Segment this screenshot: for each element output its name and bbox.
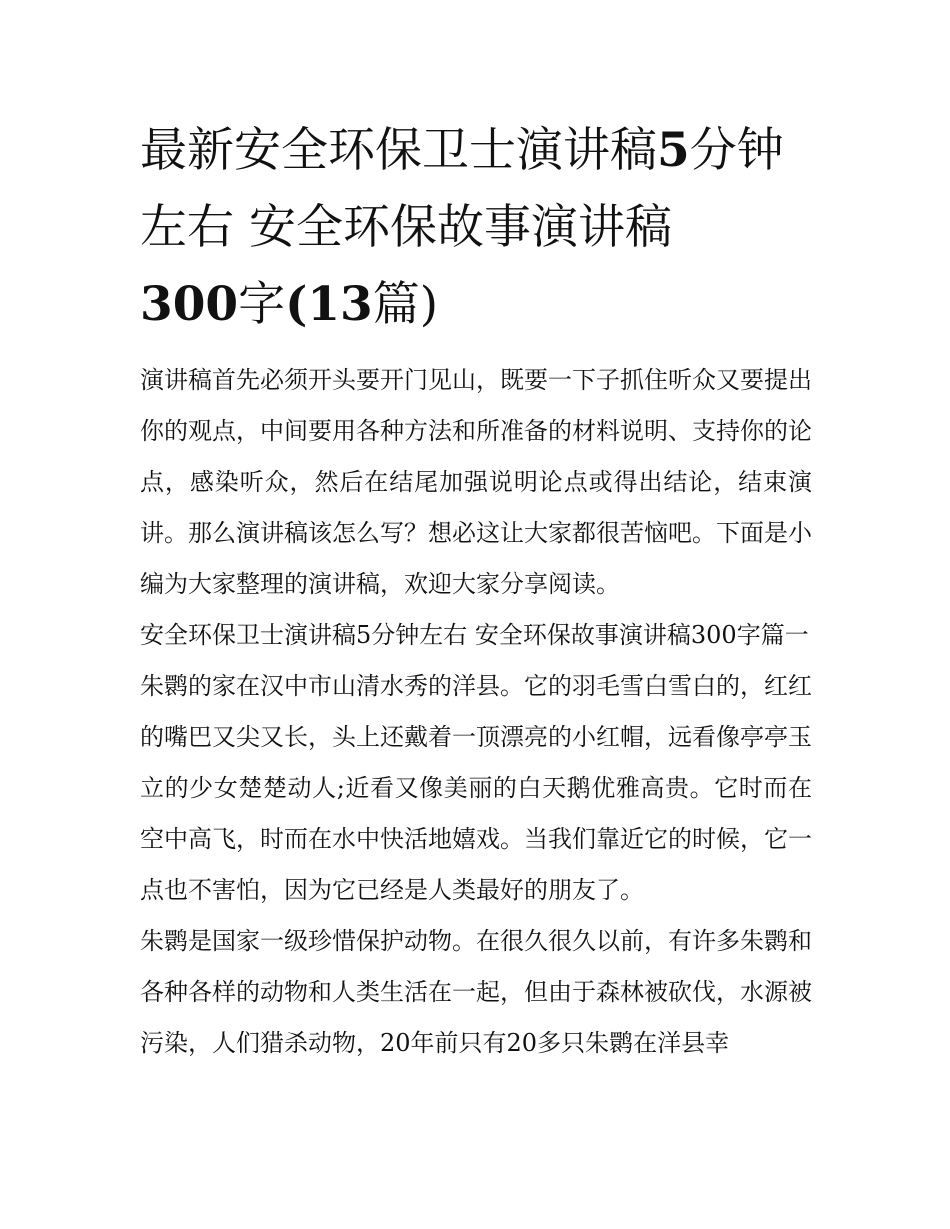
title-part-1: 最新安全环保卫士演讲稿 — [140, 123, 657, 178]
section-heading: 安全环保卫士演讲稿5分钟左右 安全环保故事演讲稿300字篇一 — [140, 621, 809, 649]
paragraph-intro: 演讲稿首先必须开头要开门见山，既要一下子抓住听众又要提出你的观点，中间要用各种方法和所准备的材料说明、支持你的论点，感染听众，然后在结尾加强说明论点或得出结论，结束演讲。那么演讲稿该怎么写？想必这让大家都很苦恼吧。下面是小编为大家整理的演讲稿，欢迎大家分享阅读。 — [140, 366, 812, 598]
title-number-2: 300 — [140, 277, 239, 332]
title-number-1: 5 — [657, 123, 690, 178]
title-number-3: (13 — [285, 277, 373, 332]
document-body — [140, 355, 812, 1069]
document-title — [140, 112, 812, 343]
paragraph-crested-ibis-protection: 朱鹮是国家一级珍惜保护动物。在很久很久以前，有许多朱鹮和各种各样的动物和人类生活在一起，但由于森林被砍伐，水源被污染，人们猎杀动物，20年前只有20多只朱鹮在洋县幸 — [140, 927, 812, 1057]
title-part-2: 分钟左右 安全环保故事演讲稿 — [140, 123, 784, 255]
title-part-4: 篇) — [372, 277, 439, 332]
document-content — [140, 112, 812, 1069]
paragraph-crested-ibis-home: 朱鹮的家在汉中市山清水秀的洋县。它的羽毛雪白雪白的，红红的嘴巴又尖又长，头上还戴着一顶漂亮的小红帽，远看像亭亭玉立的少女楚楚动人;近看又像美丽的白天鹅优雅高贵。它时而在空中高飞，时而在水中快活地嬉戏。当我们靠近它的时候，它一点也不害怕，因为它已经是人类最好的朋友了。 — [140, 672, 812, 904]
title-part-3: 字 — [238, 277, 286, 332]
